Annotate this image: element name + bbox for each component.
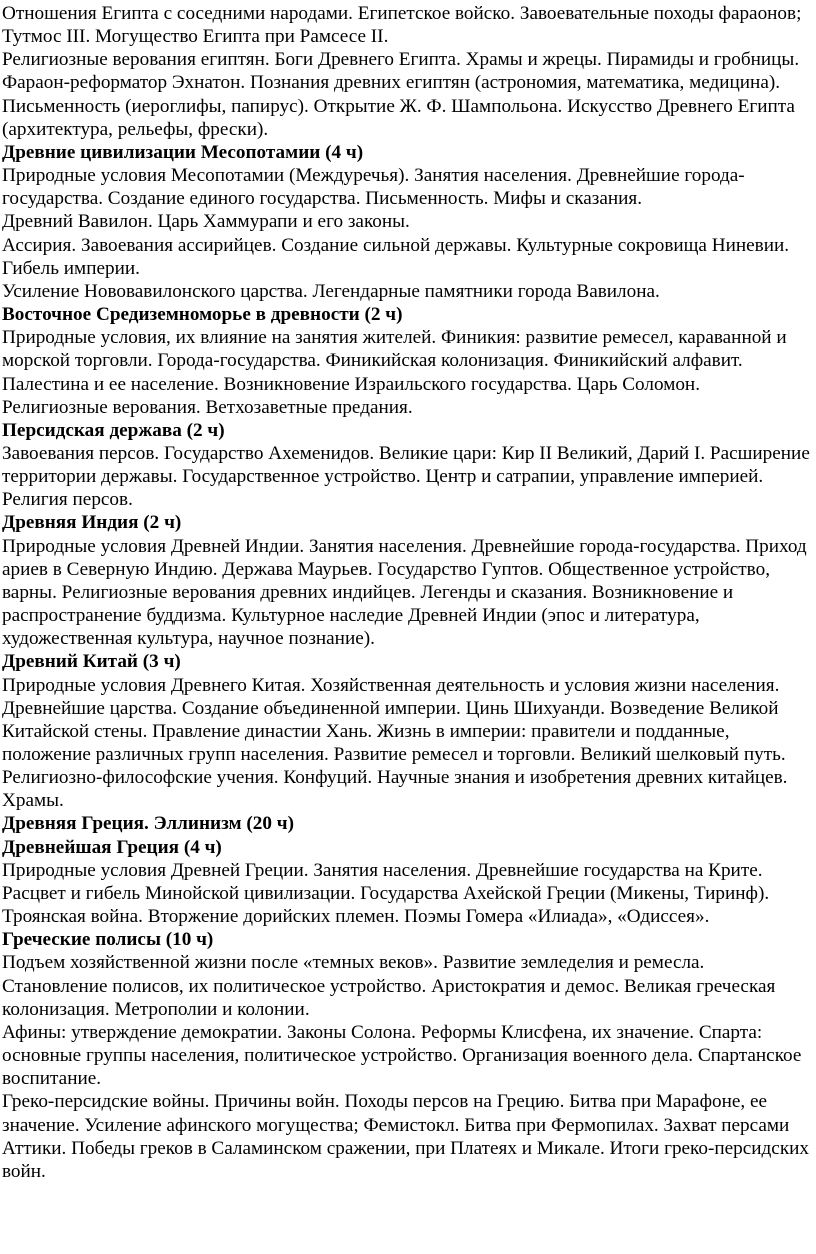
paragraph: Завоевания персов. Государство Ахеменидов. Великие цари: Кир II Великий, Дарий I. Расширение территории державы. Государственное устройство. Центр и сатрапии, управление империей. Религия персов. bbox=[2, 442, 810, 511]
paragraph: Ассирия. Завоевания ассирийцев. Создание сильной державы. Культурные сокровища Ниневии. Гибель империи. bbox=[2, 234, 790, 279]
paragraph: Природные условия, их влияние на занятия жителей. Финикия: развитие ремесел, караванной и морской торговли. Города-государства. Финикийская колонизация. Финикийский алфавит. Палестина и ее население. Возникновение Израильского государства. Царь Соломон. Религиозные верования. Ветхозаветные предания. bbox=[2, 327, 787, 418]
subsection-heading: Древнейшая Греция (4 ч) bbox=[2, 836, 222, 858]
paragraph: Религиозные верования египтян. Боги Древнего Египта. Храмы и жрецы. Пирамиды и гробницы. Фараон-реформатор Эхнатон. Познания древних египтян (астрономия, математика, медицина). Письменность (иероглифы, папирус). Открытие Ж. Ф. Шампольона. Искусство Древнего Египта (архитектура, рельефы, фрески). bbox=[2, 49, 800, 140]
paragraph: Отношения Египта с соседними народами. Египетское войско. Завоевательные походы фараонов; Тутмос III. Могущество Египта при Рамсесе II. bbox=[2, 3, 802, 48]
paragraph: Афины: утверждение демократии. Законы Солона. Реформы Клисфена, их значение. Спарта: основные группы населения, политическое устройство. Организация военного дела. Спартанское воспитание. bbox=[2, 1021, 802, 1090]
section-heading: Древняя Греция. Эллинизм (20 ч) bbox=[2, 813, 294, 835]
paragraph: Природные условия Древней Индии. Занятия населения. Древнейшие города-государства. Приход ариев в Северную Индию. Держава Маурьев. Государство Гуптов. Общественное устройство, варны. Религиозные верования древних индийцев. Легенды и сказания. Возникновение и распространение буддизма. Культурное наследие Древней Индии (эпос и литература, художественная культура, научное познание). bbox=[2, 535, 807, 650]
paragraph: Древний Вавилон. Царь Хаммурапи и его законы. bbox=[2, 211, 410, 233]
paragraph: Природные условия Древней Греции. Занятия населения. Древнейшие государства на Крите. Расцвет и гибель Минойской цивилизации. Государства Ахейской Греции (Микены, Тиринф). Троянская война. Вторжение дорийских племен. Поэмы Гомера «Илиада», «Одиссея». bbox=[2, 859, 770, 928]
section-heading: Персидская держава (2 ч) bbox=[2, 419, 225, 441]
paragraph: Подъем хозяйственной жизни после «темных веков». Развитие земледелия и ремесла. Становление полисов, их политическое устройство. Аристократия и демос. Великая греческая колонизация. Метрополии и колонии. bbox=[2, 952, 776, 1020]
document-body bbox=[2, 2, 810, 1183]
subsection-heading: Греческие полисы (10 ч) bbox=[2, 929, 214, 951]
section-heading: Древняя Индия (2 ч) bbox=[2, 512, 182, 534]
paragraph: Греко-персидские войны. Причины войн. Походы персов на Грецию. Битва при Марафоне, ее значение. Усиление афинского могущества; Фемистокл. Битва при Фермопилах. Захват персами Аттики. Победы греков в Саламинском сражении, при Платеях и Микале. Итоги греко-персидских войн. bbox=[2, 1091, 810, 1182]
paragraph: Усиление Нововавилонского царства. Легендарные памятники города Вавилона. bbox=[2, 280, 660, 302]
paragraph: Природные условия Древнего Китая. Хозяйственная деятельность и условия жизни населения. Древнейшие царства. Создание объединенной империи. Цинь Шихуанди. Возведение Великой Китайской стены. Правление династии Хань. Жизнь в империи: правители и подданные, положение различных групп населения. Развитие ремесел и торговли. Великий шелковый путь. Религиозно-философские учения. Конфуций. Научные знания и изобретения древних китайцев. Храмы. bbox=[2, 674, 788, 812]
section-heading: Древний Китай (3 ч) bbox=[2, 651, 181, 673]
section-heading: Древние цивилизации Месопотамии (4 ч) bbox=[2, 141, 364, 163]
section-heading: Восточное Средиземноморье в древности (2 ч) bbox=[2, 304, 403, 326]
paragraph: Природные условия Месопотамии (Междуречья). Занятия населения. Древнейшие города-государства. Создание единого государства. Письменность. Мифы и сказания. bbox=[2, 165, 745, 210]
